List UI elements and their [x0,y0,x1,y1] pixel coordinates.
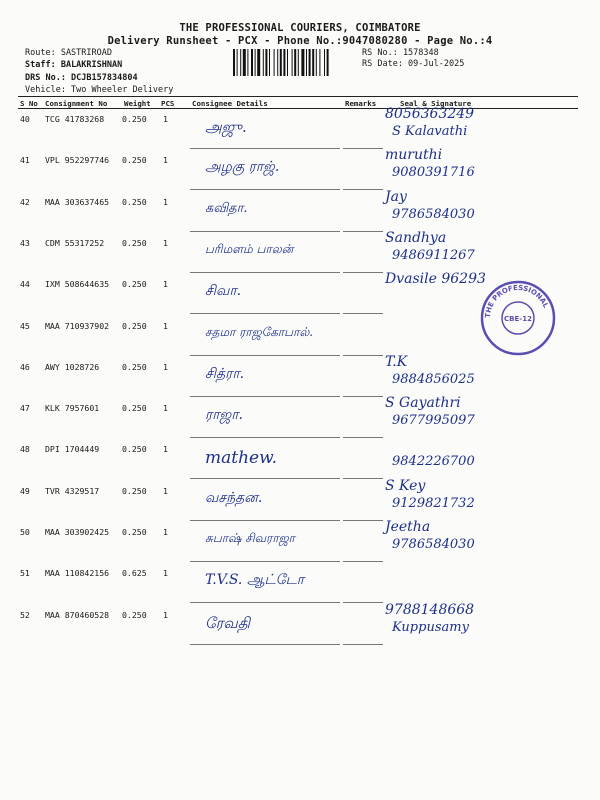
row-separator [190,313,340,314]
row-signature-line1: Jeetha [385,519,431,535]
row-pcs: 1 [163,155,168,166]
row-consignee-handwritten: அஜு. [205,118,247,136]
row-consignment-no: MAA 303637465 [45,196,110,207]
col-consignment: Consignment No [45,99,108,108]
row-separator [190,148,340,149]
row-weight: 0.250 [122,320,147,331]
row-weight: 0.250 [122,444,147,455]
row-signature-line2: Kuppusamy [392,619,469,635]
row-pcs: 1 [163,568,168,579]
table-row [0,601,600,646]
table-row [0,519,600,563]
row-weight: 0.250 [122,485,147,496]
row-consignment-no: TCG 41783268 [45,114,105,124]
runsheet-subtitle: Delivery Runsheet - PCX - Phone No.:9047080280 - Page No.:4 [107,35,493,47]
table-row [0,188,600,233]
table-row [0,477,600,522]
row-sno: 42 [20,196,30,207]
row-sno: 52 [20,609,30,620]
col-weight: Weight [124,99,151,108]
row-pcs: 1 [163,609,168,620]
row-signature-line2: S Kalavathi [392,124,468,139]
row-separator-remarks [343,396,383,397]
row-weight: 0.625 [122,568,147,579]
row-signature-line1: T.K [385,353,408,370]
row-separator [190,272,340,273]
row-consignment-no: IXM 508644635 [45,279,110,290]
row-separator-remarks [343,478,383,479]
row-signature-line1: S Key [385,477,426,494]
row-consignment-no: MAA 303902425 [45,527,110,537]
row-consignee-handwritten: பரிமளம் பாலன் [205,241,294,256]
col-remarks: Remarks [345,99,377,108]
row-consignee-handwritten: mathew. [205,448,278,469]
stamp-center-text: CBE-12 [504,315,532,323]
row-sno: 43 [20,237,30,248]
row-sno: 49 [20,485,30,496]
row-separator-remarks [343,189,383,190]
row-separator [190,602,340,603]
row-separator-remarks [343,644,383,645]
row-pcs: 1 [163,196,168,207]
staff-label: Staff: [25,60,61,70]
row-separator [190,396,340,397]
row-pcs: 1 [163,114,168,124]
row-sno: 45 [20,320,30,331]
row-sno: 50 [20,527,30,537]
row-sno: 40 [20,114,30,124]
table-top-rule [18,96,578,97]
row-weight: 0.250 [122,155,147,166]
row-separator [190,189,340,190]
row-consignee-handwritten: சதமா ராஜகோபால். [205,324,314,339]
courier-stamp [478,278,558,358]
row-signature-line2: 9677995097 [392,413,475,429]
rs-number: RS No.: 1578348 [362,48,439,58]
row-pcs: 1 [163,444,168,455]
col-consignee: Consignee Details [192,99,268,108]
row-signature-line2: 9129821732 [392,495,475,511]
row-signature-line1: 9788148668 [385,601,475,618]
company-title: THE PROFESSIONAL COURIERS, COIMBATORE [179,22,421,34]
col-pcs: PCS [161,99,175,108]
row-consignee-handwritten: அழகு ராஜ். [205,159,280,176]
table-row [0,106,600,150]
row-consignment-no: VPL 952297746 [45,155,110,166]
row-separator [190,231,340,232]
row-separator [190,644,340,645]
row-pcs: 1 [163,320,168,331]
row-sno: 47 [20,403,30,414]
row-consignee-handwritten: சித்ரா. [205,365,245,382]
row-consignee-handwritten: கவிதா. [205,200,248,216]
row-consignment-no: CDM 55317252 [45,237,105,248]
row-consignment-no: KLK 7957601 [45,403,100,414]
row-signature-line1: Jay [385,188,407,205]
row-weight: 0.250 [122,196,147,207]
row-separator [190,478,340,479]
row-consignment-no: MAA 870460528 [45,609,110,620]
row-pcs: 1 [163,485,168,496]
row-consignment-no: TVR 4329517 [45,485,100,496]
row-consignment-no: AWY 1028726 [45,361,100,372]
row-consignment-no: DPI 1704449 [45,444,100,455]
row-sno: 46 [20,361,30,372]
rs-date: RS Date: 09-Jul-2025 [362,59,465,69]
row-weight: 0.250 [122,609,147,620]
table-row [0,353,600,398]
row-weight: 0.250 [122,237,147,248]
row-sno: 48 [20,444,30,455]
row-consignment-no: MAA 710937902 [45,320,110,331]
stamp-text: THE PROFESSIONAL [483,283,550,319]
row-signature-line1: Dvasile 96293 [385,271,486,288]
col-sno: S No [20,99,38,108]
row-signature-line2: 9884856025 [392,371,475,387]
row-pcs: 1 [163,237,168,248]
row-sno: 51 [20,568,30,579]
row-separator-remarks [343,561,383,562]
row-signature-line2: 9486911267 [392,247,475,263]
col-seal-signature: Seal & Signature [400,99,472,108]
row-separator [190,520,340,521]
row-sno: 44 [20,279,30,290]
row-separator-remarks [343,520,383,521]
row-signature-line1: 8056363249 [385,106,475,122]
row-pcs: 1 [163,279,168,290]
row-consignment-no: MAA 110842156 [45,568,110,579]
staff-name: BALAKRISHNAN [60,60,123,70]
table-row [0,440,600,480]
row-signature-line1: S Gayathri [385,395,461,412]
staff-row [25,60,122,70]
row-pcs: 1 [163,403,168,414]
table-row [0,395,600,439]
row-sno: 41 [20,155,30,166]
row-separator-remarks [343,148,383,149]
barcode [233,49,351,76]
row-separator-remarks [343,355,383,356]
row-weight: 0.250 [122,361,147,372]
row-weight: 0.250 [122,403,147,414]
drs-number: DRS No.: DCJB157834804 [25,73,138,83]
row-consignee-handwritten: ராஜா. [205,407,243,424]
row-signature-line1: muruthi [385,147,443,164]
table-row [0,147,600,191]
vehicle-label: Vehicle: Two Wheeler Delivery [25,85,174,95]
row-signature-line2: 9786584030 [392,537,475,552]
table-header-rule [18,108,578,109]
row-signature-line2: 9080391716 [392,165,475,181]
row-consignee-handwritten: ரேவதி [205,613,251,632]
table-row [0,229,600,274]
row-weight: 0.250 [122,114,147,124]
row-separator-remarks [343,272,383,273]
row-separator [190,437,340,438]
table-row [0,564,600,604]
row-separator-remarks [343,313,383,314]
row-consignee-handwritten: சுபாஷ் சிவராஜா [205,531,295,545]
row-pcs: 1 [163,527,168,537]
row-signature-line1: Sandhya [385,229,447,246]
row-separator-remarks [343,437,383,438]
row-separator [190,355,340,356]
row-consignee-handwritten: வசந்தன. [205,489,263,506]
route-label: Route: SASTRIROAD [25,48,112,58]
row-signature-line2: 9786584030 [392,206,475,222]
row-separator [190,561,340,562]
row-consignee-handwritten: T.V.S. ஆட்டோ [205,572,305,589]
row-signature-line2: 9842226700 [392,454,475,470]
row-pcs: 1 [163,361,168,372]
row-weight: 0.250 [122,527,147,537]
row-separator-remarks [343,602,383,603]
row-separator-remarks [343,231,383,232]
row-consignee-handwritten: சிவா. [205,283,242,300]
row-weight: 0.250 [122,279,147,290]
